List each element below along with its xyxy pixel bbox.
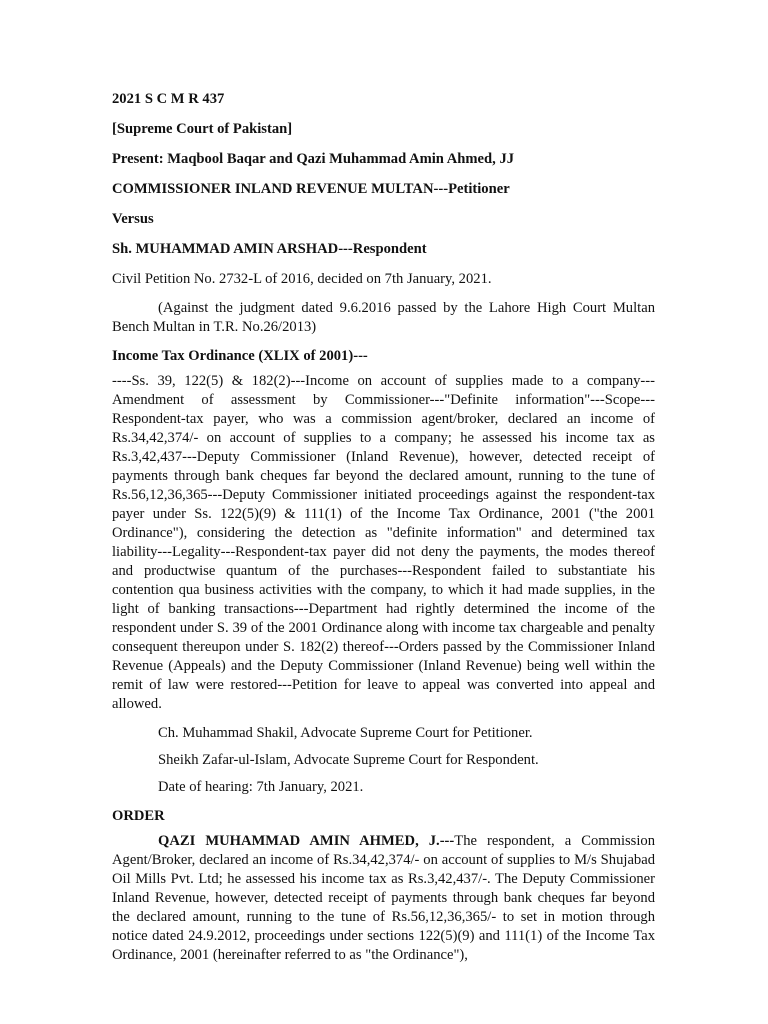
- judge-name: QAZI MUHAMMAD AMIN AHMED, J.---: [158, 833, 455, 849]
- order-paragraph: [112, 832, 655, 965]
- document-page: [112, 90, 655, 975]
- headnote-title: Income Tax Ordinance (XLIX of 2001)---: [112, 348, 368, 364]
- headnote-body: ----Ss. 39, 122(5) & 182(2)---Income on account of supplies made to a company---Amendment of assessment by Commissioner---"Definite information"---Scope---Respondent-tax payer, who was a commission agent/broker, declared an income of Rs.34,42,374/- on account of supplies to a company; he assessed his income tax as Rs.3,42,437---Deputy Commissioner (Inland Revenue), however, detected receipt of payments through bank cheques far beyond the declared amount, running to the tune of Rs.56,12,36,365---Deputy Commissioner initiated proceedings against the respondent-tax payer under Ss. 122(5)(9) & 111(1) of the Income Tax Ordinance, 2001 ("the 2001 Ordinance"), considering the detection as "definite information" and determined tax liability---Legality---Respondent-tax payer did not deny the payments, the modes thereof and productwise quantum of the purchases---Respondent failed to substantiate his contention qua business activities with the company, to which it had made supplies, in the light of banking transactions---Department had rightly determined the income of the respondent under S. 39 of the 2001 Ordinance along with income tax chargeable and penalty consequent thereupon under S. 182(2) thereof---Orders passed by the Commissioner Inland Revenue (Appeals) and the Deputy Commissioner (Inland Revenue) being well within the remit of law were restored---Petition for leave to appeal was converted into appeal and allowed.: [112, 373, 655, 712]
- court-name: [Supreme Court of Pakistan]: [112, 121, 293, 137]
- petition-number: Civil Petition No. 2732-L of 2016, decided on 7th January, 2021.: [112, 271, 492, 287]
- case-citation: 2021 S C M R 437: [112, 91, 225, 107]
- order-title: ORDER: [112, 808, 165, 824]
- petitioner-line: COMMISSIONER INLAND REVENUE MULTAN---Petitioner: [112, 181, 510, 197]
- bench-line: Present: Maqbool Baqar and Qazi Muhammad Amin Ahmed, JJ: [112, 151, 515, 167]
- counsel-petitioner: Ch. Muhammad Shakil, Advocate Supreme Court for Petitioner.: [158, 725, 533, 741]
- hearing-date: Date of hearing: 7th January, 2021.: [158, 779, 364, 795]
- against-judgment: (Against the judgment dated 9.6.2016 passed by the Lahore High Court Multan Bench Multan in T.R. No.26/2013): [112, 300, 655, 335]
- respondent-line: Sh. MUHAMMAD AMIN ARSHAD---Respondent: [112, 241, 427, 257]
- order-text: The respondent, a Commission Agent/Broker, declared an income of Rs.34,42,374/- on account of supplies to M/s Shujabad Oil Mills Pvt. Ltd; he assessed his income tax as Rs.3,42,437/-. The Deputy Commissioner Inland Revenue, however, detected receipt of payments through bank cheques far beyond the declared amount, running to the tune of Rs.56,12,36,365/- to set in motion through notice dated 24.9.2012, proceedings under sections 122(5)(9) and 111(1) of the Income Tax Ordinance, 2001 (hereinafter referred to as "the Ordinance"),: [112, 833, 656, 963]
- counsel-respondent: Sheikh Zafar-ul-Islam, Advocate Supreme Court for Respondent.: [158, 752, 539, 768]
- versus-line: Versus: [112, 211, 154, 227]
